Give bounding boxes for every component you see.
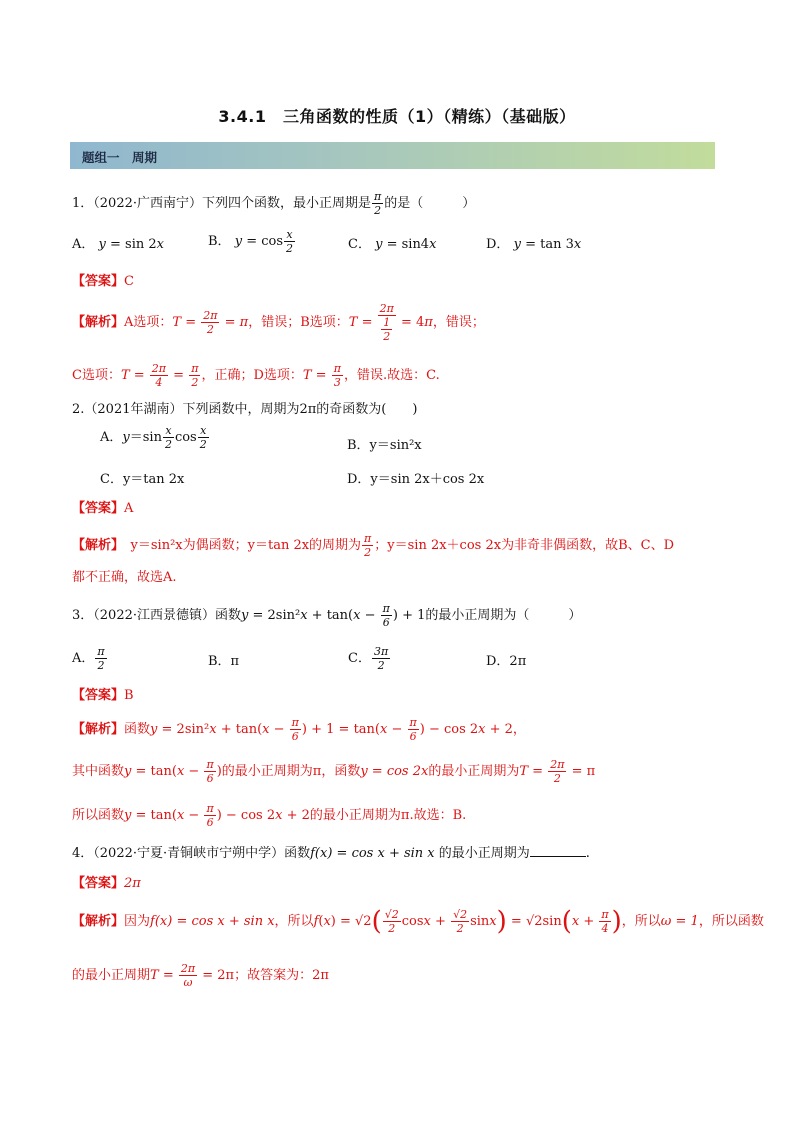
q4-stem: 4．（2022·宁夏·青铜峡市宁朔中学）函数f(x) = cos x + sin x 的最小正周期为 . (72, 846, 590, 861)
q3-stem: 3．（2022·江西景德镇）函数y = 2sin²x + tan(x − $\frac{\pi}{6}$ ) + 1的最小正周期为（ ） (72, 602, 582, 629)
q4-analysis-line2: 的最小正周期T = $\frac{2\pi}{\omega}$ = 2π；故答案为：2π (72, 962, 329, 989)
q1-answer: 【答案】C (72, 274, 134, 289)
q1-stem-text-end: 的是（ ） (384, 196, 476, 211)
q2-analysis-line1: 【解析】 y＝sin²x为偶函数；y＝tan 2x的周期为 $\frac{\pi}{2}$ ；y＝sin 2x＋cos 2x为非奇非偶函数，故B、C、D (72, 532, 674, 559)
q1-analysis-line2: C选项：T = $\frac{2\pi}{4}$ = $\frac{\pi}{2}$ ，正确；D选项：T = $\frac{\pi}{3}$ ，错误.故选：C. (72, 362, 440, 389)
q3-answer: 【答案】B (72, 688, 134, 703)
section-title: 题组一 周期 (82, 150, 158, 165)
q3-option-c: C． $\frac{3\pi}{2}$ (348, 645, 389, 672)
q2-option-b: B．y＝sin²x (347, 438, 422, 453)
q1-option-b: B． y = cos $\frac{x}{2}$ (208, 228, 293, 255)
q2-option-a: A．y＝sin $\frac{x}{2}$ cos $\frac{x}{2}$ (100, 424, 207, 451)
q1-option-d: D． y = tan 3x (486, 237, 582, 252)
q2-answer: 【答案】A (72, 501, 134, 516)
q2-option-d: D．y＝sin 2x＋cos 2x (347, 472, 485, 487)
q1-analysis-line1: 【解析】A选项：T = $\frac{2\pi}{2}$ = π，错误；B选项：T = $\frac{2\pi}{\frac{1}{2}}$ = 4π，错误； (72, 302, 485, 343)
q1-option-a: A． y = sin 2x (72, 237, 164, 252)
q2-option-c: C．y＝tan 2x (100, 472, 185, 487)
q3-option-b: B．π (208, 654, 240, 669)
q3-analysis-line2: 其中函数y = tan(x − $\frac{\pi}{6}$ )的最小正周期为π，函数y = cos 2x的最小正周期为T = $\frac{2\pi}{2}$ = π (72, 758, 596, 785)
q3-analysis-line1: 【解析】函数y = 2sin²x + tan(x − $\frac{\pi}{6}$ ) + 1 = tan(x − $\frac{\pi}{6}$ ) − cos 2x + 2， (72, 716, 526, 743)
q2-analysis-line2: 都不正确，故选A. (72, 570, 177, 585)
q4-analysis-line1: 【解析】因为f(x) = cos x + sin x，所以f(x) = √2( $\frac{√2}{2}$ cosx + $\frac{√2}{2}$ sinx) = √2sin(x + $\frac{\pi}{4}$ )，所以ω = 1，所以函数 (72, 906, 764, 937)
q1-stem: 1．（2022·广西南宁）下列四个函数，最小正周期是 $\frac{\pi}{2}$ 的是（ ） (72, 190, 476, 217)
q4-answer-blank[interactable] (530, 844, 586, 857)
q3-analysis-line3: 所以函数y = tan(x − $\frac{\pi}{6}$ ) − cos 2x + 2的最小正周期为π.故选：B. (72, 802, 467, 829)
section-header (70, 142, 715, 169)
page-title: 3.4.1 三角函数的性质（1）（精练）（基础版） (218, 107, 576, 126)
q2-stem: 2.（2021年湖南）下列函数中，周期为2π的奇函数为( ) (72, 402, 418, 417)
q1-option-c: C． y = sin4x (348, 237, 437, 252)
q3-option-a: A． $\frac{\pi}{2}$ (72, 645, 105, 672)
q1-stem-text: 1．（2022·广西南宁）下列四个函数，最小正周期是 (72, 196, 371, 211)
q3-option-d: D．2π (486, 654, 527, 669)
q4-answer: 【答案】2π (72, 876, 141, 891)
